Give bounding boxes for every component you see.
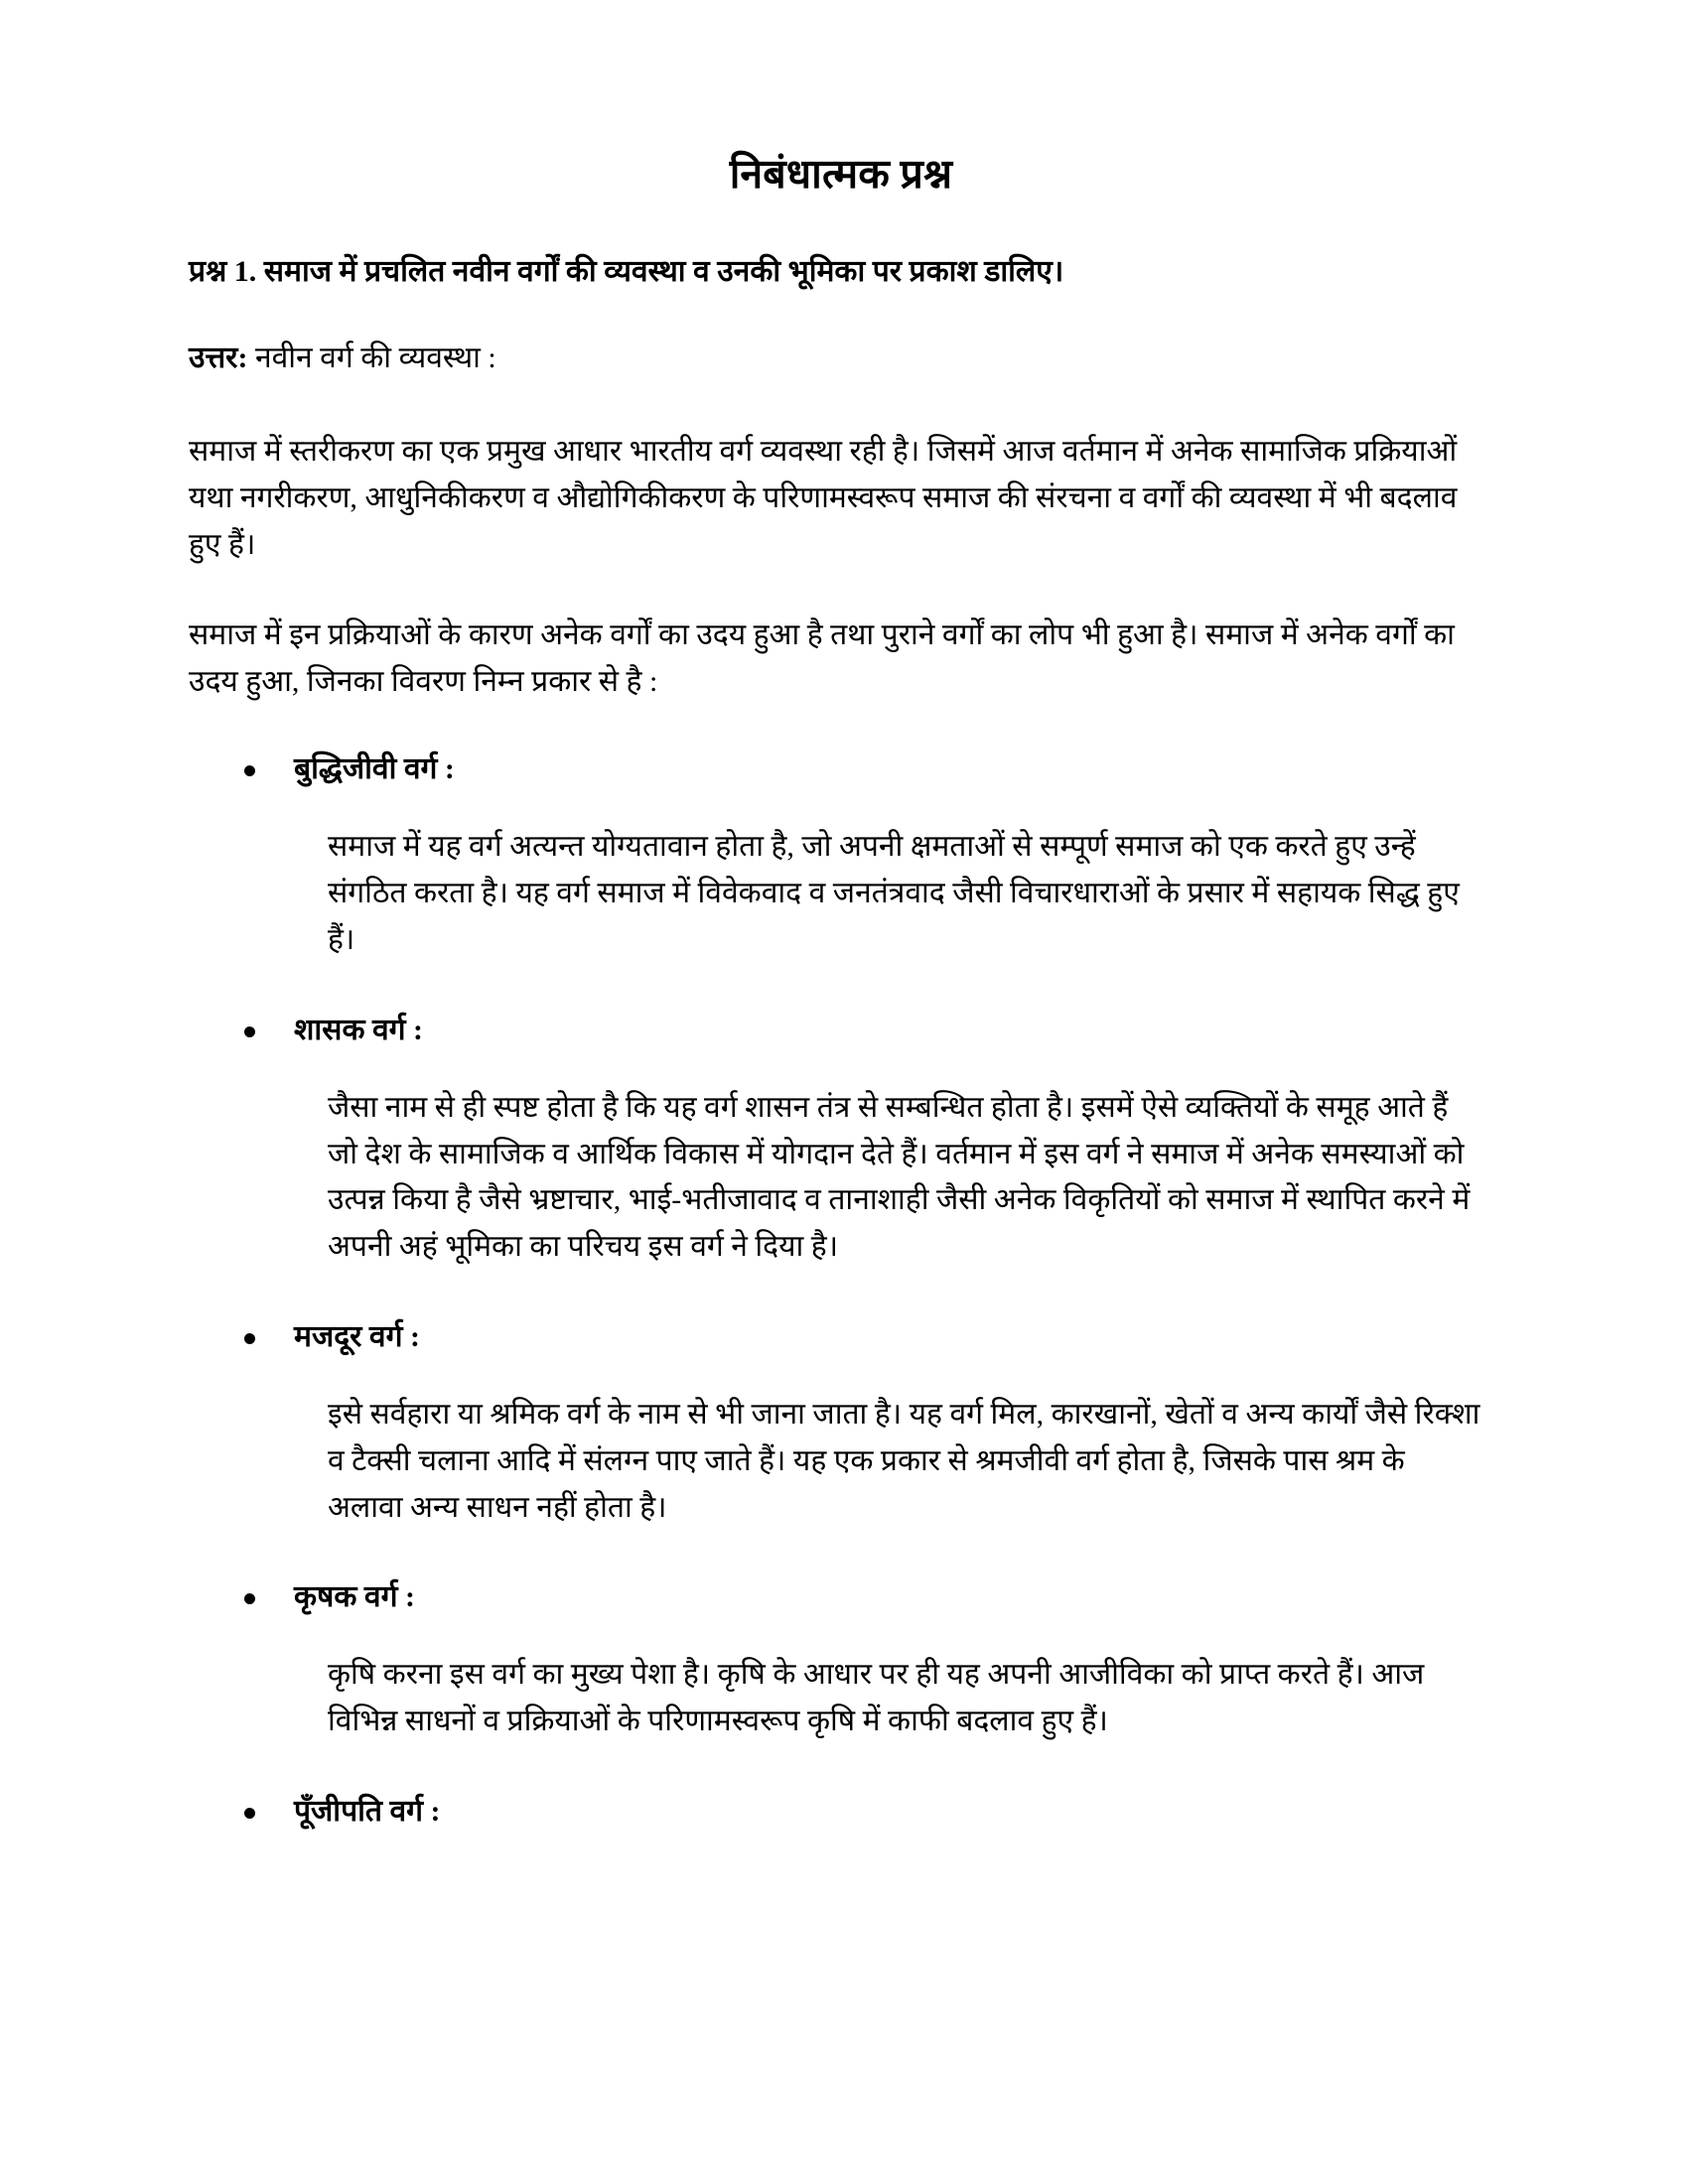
list-item xyxy=(189,1316,1493,1531)
class-heading-buddhijivi xyxy=(189,749,1493,790)
question-heading: प्रश्न 1. समाज में प्रचलित नवीन वर्गों की व्यवस्था व उनकी भूमिका पर प्रकाश डालिए। xyxy=(189,255,1064,289)
list-item xyxy=(189,1010,1493,1271)
class-heading-label: बुद्धिजीवी वर्ग : xyxy=(294,752,455,786)
class-heading-label: मजदूर वर्ग : xyxy=(294,1320,420,1353)
bullet-dot-icon xyxy=(244,1026,255,1037)
answer-heading xyxy=(189,338,1493,380)
class-heading-shasak xyxy=(189,1010,1493,1051)
bullet-dot-icon xyxy=(244,1808,255,1819)
list-item xyxy=(189,1576,1493,1745)
bullet-dot-icon xyxy=(244,1593,255,1604)
class-body-buddhijivi: समाज में यह वर्ग अत्यन्त योग्यतावान होता है, जो अपनी क्षमताओं से सम्पूर्ण समाज को एक करते हुए उन्हें संगठित करता है। यह वर्ग समाज में विवेकवाद व जनतंत्रवाद जैसी विचारधाराओं के प्रसार में सहायक सिद्ध हुए हैं। xyxy=(328,830,1460,957)
class-heading-label: शासक वर्ग : xyxy=(294,1013,424,1046)
bullet-dot-icon xyxy=(244,765,255,776)
answer-paragraph-1: समाज में स्तरीकरण का एक प्रमुख आधार भारतीय वर्ग व्यवस्था रही है। जिसमें आज वर्तमान में अनेक सामाजिक प्रक्रियाओं यथा नगरीकरण, आधुनिकीकरण व औद्योगिकीकरण के परिणामस्वरूप समाज की संरचना व वर्गों की व्यवस्था में भी बदलाव हुए हैं। xyxy=(189,435,1458,562)
page-title: निबंधात्मक प्रश्न xyxy=(729,151,953,197)
list-item xyxy=(189,1791,1493,1833)
list-item xyxy=(189,749,1493,963)
class-heading-label: पूँजीपति वर्ग : xyxy=(294,1794,441,1828)
class-heading-punjipati xyxy=(189,1791,1493,1833)
class-body-shasak: जैसा नाम से ही स्पष्ट होता है कि यह वर्ग शासन तंत्र से सम्बन्धित होता है। इसमें ऐसे व्यक्तियों के समूह आते हैं जो देश के सामाजिक व आर्थिक विकास में योगदान देते हैं। वर्तमान में इस वर्ग ने समाज में अनेक समस्याओं को उत्पन्न किया है जैसे भ्रष्टाचार, भाई-भतीजावाद व तानाशाही जैसी अनेक विकृतियों को समाज में स्थापित करने में अपनी अहं भूमिका का परिचय इस वर्ग ने दिया है। xyxy=(328,1090,1471,1264)
class-body-krishak: कृषि करना इस वर्ग का मुख्य पेशा है। कृषि के आधार पर ही यह अपनी आजीविका को प्राप्त करते हैं। आज विभिन्न साधनों व प्रक्रियाओं के परिणामस्वरूप कृषि में काफी बदलाव हुए हैं। xyxy=(328,1658,1425,1738)
class-heading-krishak xyxy=(189,1576,1493,1618)
bullet-dot-icon xyxy=(244,1333,255,1344)
class-heading-label: कृषक वर्ग : xyxy=(294,1580,415,1614)
answer-subheading: नवीन वर्ग की व्यवस्था : xyxy=(247,341,496,374)
answer-label: उत्तर: xyxy=(189,341,248,374)
answer-paragraph-2: समाज में इन प्रक्रियाओं के कारण अनेक वर्गों का उदय हुआ है तथा पुराने वर्गों का लोप भी हुआ है। समाज में अनेक वर्गों का उदय हुआ, जिनका विवरण निम्न प्रकार से है : xyxy=(189,617,1455,698)
class-heading-majdoor xyxy=(189,1316,1493,1358)
class-body-majdoor: इसे सर्वहारा या श्रमिक वर्ग के नाम से भी जाना जाता है। यह वर्ग मिल, कारखानों, खेतों व अन्य कार्यों जैसे रिक्शा व टैक्सी चलाना आदि में संलग्न पाए जाते हैं। यह एक प्रकार से श्रमजीवी वर्ग होता है, जिसके पास श्रम के अलावा अन्य साधन नहीं होता है। xyxy=(328,1398,1480,1524)
class-list xyxy=(189,749,1493,1833)
